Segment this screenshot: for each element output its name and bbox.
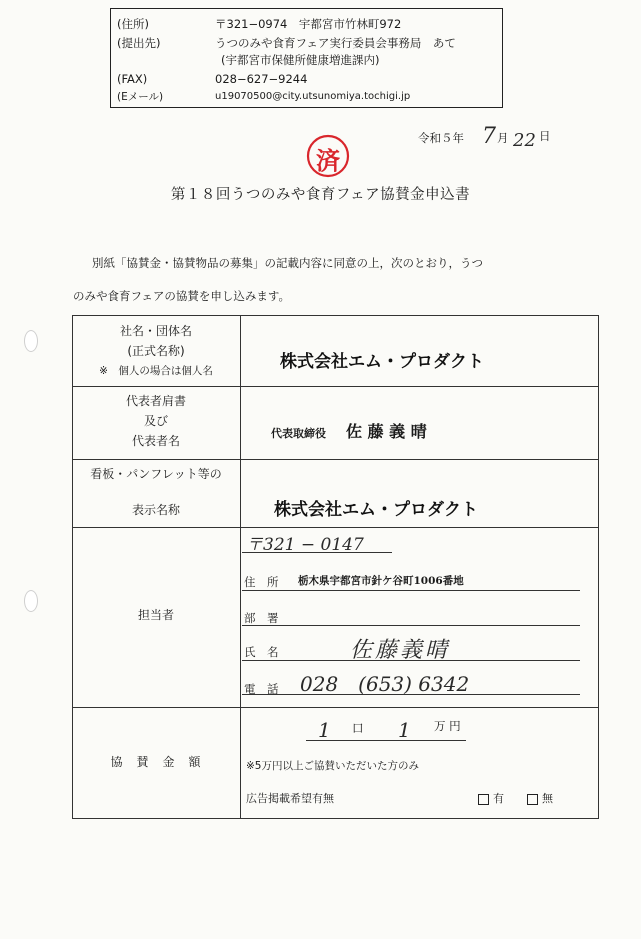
contact-dept-label: 部 署	[244, 611, 279, 625]
phone-underline	[242, 694, 580, 695]
row-divider	[72, 459, 599, 460]
company-note: ※ 個人の場合は個人名	[99, 365, 213, 377]
company-label-sub: (正式名称)	[127, 344, 185, 358]
amount-man-label: 万 円	[434, 719, 461, 733]
processed-stamp	[305, 133, 351, 179]
fax-value: 028−627−9244	[215, 72, 308, 86]
rep-title-label: 代表者肩書	[125, 394, 186, 408]
amount-underline	[306, 740, 466, 741]
amount-man-value: 1	[398, 718, 411, 742]
company-name-value: 株式会社エム・プロダクト	[280, 352, 484, 372]
rep-name-value: 佐 藤 義 晴	[346, 422, 427, 441]
display-name-label-sub: 表示名称	[131, 503, 180, 517]
form-title: 第１８回うつのみや食育フェア協賛金申込書	[170, 187, 471, 203]
address-underline	[242, 590, 580, 591]
row-divider	[72, 527, 599, 528]
contact-address-value: 栃木県宇都宮市針ケ谷町1006番地	[298, 575, 464, 587]
date-era: 令和５年	[418, 131, 464, 145]
submission-info-box	[110, 8, 503, 108]
punch-hole-bottom	[24, 590, 38, 612]
ad-option-yes-label: 有	[493, 792, 504, 805]
ad-option-yes[interactable]	[478, 790, 504, 806]
email-label: (Eメール)	[117, 91, 164, 103]
rep-and-label: 及び	[143, 414, 168, 428]
checkbox-yes[interactable]	[478, 794, 489, 805]
company-label: 社名・団体名	[119, 324, 192, 338]
intro-line2: のみや食育フェアの協賛を申し込みます。	[73, 289, 291, 303]
rep-title-value: 代表取締役	[271, 427, 326, 440]
address-value: 〒321−0974 宇都宮市竹林町972	[215, 17, 402, 31]
display-name-label: 看板・パンフレット等の	[90, 467, 222, 481]
date-month: 7	[482, 124, 496, 149]
date-month-unit: 月	[497, 131, 509, 145]
row-divider	[72, 386, 599, 387]
stamp-char: 済	[316, 147, 340, 175]
fax-label: (FAX)	[117, 72, 148, 86]
table-column-divider	[240, 315, 241, 819]
recipient-value: うつのみや食育フェア実行委員会事務局 あて	[215, 36, 456, 50]
address-label: (住所)	[117, 17, 149, 31]
contact-phone-label: 電 話	[244, 682, 279, 696]
contact-address-label: 住 所	[244, 575, 279, 589]
ad-preference-label: 広告掲載希望有無	[246, 792, 334, 805]
display-name-value: 株式会社エム・プロダクト	[274, 500, 478, 520]
recipient-label: (提出先)	[117, 36, 161, 50]
ad-option-no-label: 無	[542, 792, 553, 805]
recipient-sub: (宇都宮市保健所健康増進課内)	[221, 53, 380, 67]
amount-label: 協 賛 金 額	[110, 755, 202, 769]
amount-note: ※5万円以上ご協賛いただいた方のみ	[246, 760, 419, 772]
amount-units-label: 口	[352, 721, 364, 735]
contact-postal: 〒321 − 0147	[246, 535, 364, 555]
contact-phone-value: 028 (653) 6342	[300, 672, 470, 696]
date-day: 22	[513, 130, 536, 151]
row-divider	[72, 707, 599, 708]
contact-name-label: 氏 名	[244, 645, 279, 659]
application-form-table	[72, 315, 599, 819]
contact-label: 担当者	[137, 608, 174, 622]
email-value: u19070500@city.utsunomiya.tochigi.jp	[215, 91, 411, 102]
dept-underline	[242, 625, 580, 626]
ad-option-no[interactable]	[527, 790, 553, 806]
rep-name-label: 代表者名	[131, 434, 180, 448]
amount-units-value: 1	[318, 718, 331, 742]
postal-underline	[242, 552, 392, 553]
intro-line1: 別紙「協賛金・協賛物品の募集」の記載内容に同意の上，次のとおり，うつ	[92, 256, 483, 270]
date-day-unit: 日	[539, 129, 551, 143]
contact-name-value: 佐藤義晴	[350, 638, 451, 663]
checkbox-no[interactable]	[527, 794, 538, 805]
name-underline	[242, 660, 580, 661]
punch-hole-top	[24, 330, 38, 352]
